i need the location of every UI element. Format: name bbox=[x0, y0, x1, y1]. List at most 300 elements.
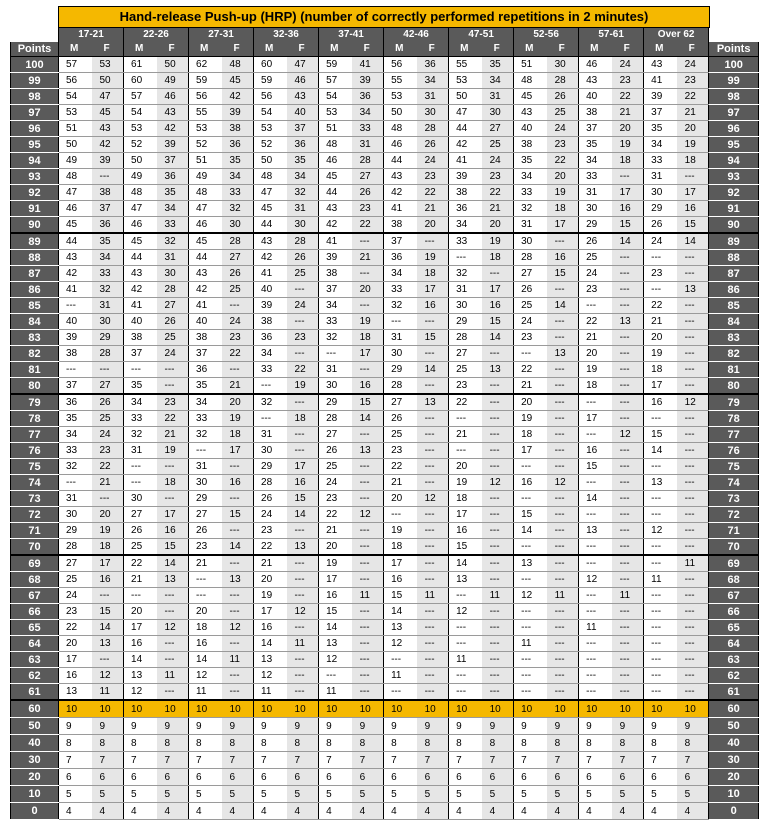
female-score-cell: --- bbox=[612, 523, 644, 539]
male-score-cell: 56 bbox=[59, 73, 92, 89]
female-score-cell: --- bbox=[612, 652, 644, 668]
male-score-cell: 6 bbox=[319, 769, 352, 786]
male-score-cell: 34 bbox=[449, 217, 482, 234]
female-score-cell: 17 bbox=[287, 459, 319, 475]
female-score-cell: 21 bbox=[482, 201, 514, 217]
table-row bbox=[11, 507, 759, 523]
table-row bbox=[11, 636, 759, 652]
points-cell-left: 83 bbox=[11, 330, 59, 346]
female-score-cell: 10 bbox=[92, 700, 124, 718]
male-score-cell: 22 bbox=[384, 459, 417, 475]
male-score-cell: 27 bbox=[449, 346, 482, 362]
male-score-cell: 36 bbox=[189, 362, 222, 378]
female-score-cell: --- bbox=[482, 620, 514, 636]
male-score-cell: 10 bbox=[449, 700, 482, 718]
female-score-cell: --- bbox=[612, 684, 644, 701]
male-score-cell: 16 bbox=[579, 443, 612, 459]
male-score-cell: 29 bbox=[579, 217, 612, 234]
female-score-cell: 10 bbox=[547, 700, 579, 718]
female-score-cell: 16 bbox=[157, 523, 189, 539]
male-score-cell: 53 bbox=[449, 73, 482, 89]
male-score-cell: 37 bbox=[59, 378, 92, 395]
male-score-cell: 23 bbox=[189, 539, 222, 556]
male-score-cell: 24 bbox=[254, 507, 287, 523]
points-cell-left: 77 bbox=[11, 427, 59, 443]
male-column-header: M bbox=[514, 42, 547, 57]
points-cell-left: 99 bbox=[11, 73, 59, 89]
male-score-cell: 12 bbox=[189, 668, 222, 684]
female-score-cell: --- bbox=[352, 572, 384, 588]
male-score-cell: 35 bbox=[189, 378, 222, 395]
female-score-cell: 26 bbox=[157, 314, 189, 330]
male-score-cell: 40 bbox=[189, 314, 222, 330]
female-score-cell: --- bbox=[222, 684, 254, 701]
female-score-cell: 5 bbox=[482, 786, 514, 803]
female-score-cell: 10 bbox=[482, 700, 514, 718]
female-score-cell: --- bbox=[222, 298, 254, 314]
points-cell-left: 81 bbox=[11, 362, 59, 378]
female-score-cell: 6 bbox=[92, 769, 124, 786]
male-score-cell: 20 bbox=[644, 330, 677, 346]
male-score-cell: 5 bbox=[59, 786, 92, 803]
male-score-cell: 16 bbox=[384, 572, 417, 588]
female-score-cell: 15 bbox=[222, 507, 254, 523]
female-score-cell: 24 bbox=[677, 57, 709, 73]
female-score-cell: 33 bbox=[92, 266, 124, 282]
female-score-cell: --- bbox=[482, 411, 514, 427]
male-score-cell: 37 bbox=[319, 282, 352, 298]
female-score-cell: 35 bbox=[482, 57, 514, 73]
female-column-header: F bbox=[352, 42, 384, 57]
female-score-cell: 11 bbox=[352, 588, 384, 604]
male-score-cell: 54 bbox=[124, 105, 157, 121]
male-score-cell: 16 bbox=[254, 620, 287, 636]
table-row bbox=[11, 298, 759, 314]
female-score-cell: 12 bbox=[222, 620, 254, 636]
male-score-cell: --- bbox=[514, 491, 547, 507]
male-score-cell: 13 bbox=[449, 572, 482, 588]
female-score-cell: --- bbox=[677, 459, 709, 475]
female-score-cell: 37 bbox=[92, 201, 124, 217]
female-score-cell: 12 bbox=[352, 507, 384, 523]
points-cell-left: 10 bbox=[11, 786, 59, 803]
points-cell-left: 74 bbox=[11, 475, 59, 491]
male-score-cell: 30 bbox=[514, 233, 547, 250]
female-score-cell: 18 bbox=[482, 250, 514, 266]
points-cell-left: 75 bbox=[11, 459, 59, 475]
male-score-cell: 31 bbox=[449, 282, 482, 298]
points-cell-right: 66 bbox=[709, 604, 759, 620]
female-score-cell: 26 bbox=[417, 137, 449, 153]
female-score-cell: 9 bbox=[417, 718, 449, 735]
male-score-cell: 21 bbox=[319, 523, 352, 539]
points-cell-left: 90 bbox=[11, 217, 59, 234]
male-score-cell: --- bbox=[384, 684, 417, 701]
table-row bbox=[11, 89, 759, 105]
male-score-cell: --- bbox=[514, 620, 547, 636]
female-score-cell: 20 bbox=[92, 507, 124, 523]
female-score-cell: --- bbox=[222, 588, 254, 604]
female-score-cell: --- bbox=[352, 475, 384, 491]
female-score-cell: --- bbox=[612, 572, 644, 588]
female-score-cell: --- bbox=[352, 539, 384, 556]
male-score-cell: 31 bbox=[124, 443, 157, 459]
male-score-cell: 52 bbox=[124, 137, 157, 153]
points-cell-left: 97 bbox=[11, 105, 59, 121]
age-group-header: 32-36 bbox=[254, 28, 319, 42]
female-score-cell: 17 bbox=[547, 217, 579, 234]
female-score-cell: --- bbox=[417, 539, 449, 556]
female-score-cell: --- bbox=[417, 555, 449, 572]
female-score-cell: --- bbox=[287, 620, 319, 636]
female-score-cell: --- bbox=[612, 362, 644, 378]
female-score-cell: 26 bbox=[92, 394, 124, 411]
male-score-cell: 5 bbox=[449, 786, 482, 803]
female-score-cell: --- bbox=[547, 604, 579, 620]
points-cell-left: 98 bbox=[11, 89, 59, 105]
male-score-cell: --- bbox=[579, 394, 612, 411]
table-row bbox=[11, 668, 759, 684]
female-score-cell: --- bbox=[287, 523, 319, 539]
male-score-cell: 46 bbox=[579, 57, 612, 73]
female-score-cell: 9 bbox=[222, 718, 254, 735]
points-cell-right: 75 bbox=[709, 459, 759, 475]
points-cell-left: 71 bbox=[11, 523, 59, 539]
male-score-cell: 39 bbox=[254, 298, 287, 314]
male-score-cell: 49 bbox=[59, 153, 92, 169]
table-row bbox=[11, 153, 759, 169]
male-score-cell: 53 bbox=[384, 89, 417, 105]
points-cell-right: 86 bbox=[709, 282, 759, 298]
male-score-cell: 45 bbox=[514, 89, 547, 105]
female-score-cell: --- bbox=[547, 459, 579, 475]
female-column-header: F bbox=[417, 42, 449, 57]
male-score-cell: 30 bbox=[449, 298, 482, 314]
male-score-cell: 6 bbox=[514, 769, 547, 786]
female-score-cell: 48 bbox=[222, 57, 254, 73]
points-cell-left: 64 bbox=[11, 636, 59, 652]
male-score-cell: 41 bbox=[189, 298, 222, 314]
male-score-cell: 17 bbox=[124, 620, 157, 636]
female-score-cell: --- bbox=[677, 427, 709, 443]
male-score-cell: 13 bbox=[514, 555, 547, 572]
female-score-cell: 34 bbox=[157, 201, 189, 217]
female-score-cell: --- bbox=[417, 314, 449, 330]
points-cell-left: 86 bbox=[11, 282, 59, 298]
male-column-header: M bbox=[319, 42, 352, 57]
female-score-cell: 11 bbox=[612, 588, 644, 604]
female-score-cell: 24 bbox=[92, 427, 124, 443]
table-row bbox=[11, 752, 759, 769]
male-score-cell: 5 bbox=[384, 786, 417, 803]
female-score-cell: 38 bbox=[222, 121, 254, 137]
table-row bbox=[11, 459, 759, 475]
female-score-cell: --- bbox=[612, 636, 644, 652]
female-score-cell: --- bbox=[612, 282, 644, 298]
points-cell-right: 76 bbox=[709, 443, 759, 459]
male-score-cell: 12 bbox=[514, 588, 547, 604]
male-score-cell: 18 bbox=[514, 427, 547, 443]
points-cell-left: 95 bbox=[11, 137, 59, 153]
female-score-cell: 19 bbox=[92, 523, 124, 539]
female-score-cell: --- bbox=[417, 684, 449, 701]
points-cell-right: 50 bbox=[709, 718, 759, 735]
female-score-cell: 28 bbox=[417, 121, 449, 137]
age-group-header: 22-26 bbox=[124, 28, 189, 42]
female-score-cell: --- bbox=[612, 459, 644, 475]
male-score-cell: 6 bbox=[59, 769, 92, 786]
female-score-cell: 12 bbox=[92, 668, 124, 684]
points-cell-right: 90 bbox=[709, 217, 759, 234]
male-score-cell: 17 bbox=[319, 572, 352, 588]
female-score-cell: 13 bbox=[547, 346, 579, 362]
male-score-cell: 24 bbox=[319, 475, 352, 491]
male-score-cell: 16 bbox=[514, 475, 547, 491]
male-score-cell: 44 bbox=[449, 121, 482, 137]
male-score-cell: --- bbox=[514, 346, 547, 362]
female-score-cell: 10 bbox=[222, 700, 254, 718]
female-score-cell: 43 bbox=[157, 105, 189, 121]
table-row bbox=[11, 786, 759, 803]
female-score-cell: --- bbox=[222, 491, 254, 507]
male-score-cell: 32 bbox=[124, 427, 157, 443]
male-score-cell: 10 bbox=[579, 700, 612, 718]
male-score-cell: 48 bbox=[384, 121, 417, 137]
male-score-cell: 45 bbox=[189, 233, 222, 250]
male-score-cell: 14 bbox=[579, 491, 612, 507]
male-score-cell: 27 bbox=[189, 507, 222, 523]
female-score-cell: 21 bbox=[612, 105, 644, 121]
male-score-cell: 12 bbox=[319, 652, 352, 668]
male-score-cell: 4 bbox=[254, 803, 287, 820]
male-score-cell: 34 bbox=[189, 394, 222, 411]
female-score-cell: --- bbox=[677, 523, 709, 539]
female-score-cell: 28 bbox=[547, 73, 579, 89]
female-score-cell: --- bbox=[482, 604, 514, 620]
male-score-cell: 18 bbox=[644, 362, 677, 378]
male-score-cell: 6 bbox=[384, 769, 417, 786]
male-score-cell: 8 bbox=[449, 735, 482, 752]
male-score-cell: 9 bbox=[254, 718, 287, 735]
male-score-cell: 31 bbox=[59, 491, 92, 507]
female-score-cell: --- bbox=[547, 378, 579, 395]
female-score-cell: --- bbox=[547, 330, 579, 346]
female-score-cell: 14 bbox=[157, 555, 189, 572]
female-score-cell: 29 bbox=[92, 330, 124, 346]
corner-cell bbox=[11, 28, 59, 42]
female-score-cell: 21 bbox=[222, 378, 254, 395]
table-row bbox=[11, 718, 759, 735]
female-score-cell: 33 bbox=[352, 121, 384, 137]
female-score-cell: --- bbox=[482, 507, 514, 523]
points-cell-right: 40 bbox=[709, 735, 759, 752]
male-score-cell: 32 bbox=[189, 427, 222, 443]
female-score-cell: 7 bbox=[92, 752, 124, 769]
male-score-cell: 45 bbox=[319, 169, 352, 185]
female-score-cell: 25 bbox=[547, 105, 579, 121]
female-score-cell: --- bbox=[612, 169, 644, 185]
male-score-cell: 42 bbox=[319, 217, 352, 234]
male-score-cell: 9 bbox=[189, 718, 222, 735]
male-score-cell: 31 bbox=[579, 185, 612, 201]
female-score-cell: 4 bbox=[417, 803, 449, 820]
female-score-cell: --- bbox=[677, 362, 709, 378]
female-score-cell: --- bbox=[352, 668, 384, 684]
male-score-cell: 21 bbox=[189, 555, 222, 572]
male-score-cell: 44 bbox=[124, 250, 157, 266]
male-score-cell: 17 bbox=[384, 555, 417, 572]
female-score-cell: 14 bbox=[92, 620, 124, 636]
male-score-cell: 30 bbox=[189, 475, 222, 491]
points-cell-left: 61 bbox=[11, 684, 59, 701]
male-score-cell: --- bbox=[579, 652, 612, 668]
male-score-cell: --- bbox=[644, 282, 677, 298]
points-cell-right: 20 bbox=[709, 769, 759, 786]
male-score-cell: 14 bbox=[254, 636, 287, 652]
male-score-cell: 41 bbox=[124, 298, 157, 314]
female-score-cell: 11 bbox=[92, 684, 124, 701]
female-score-cell: 14 bbox=[677, 233, 709, 250]
male-score-cell: 28 bbox=[319, 411, 352, 427]
female-score-cell: 15 bbox=[287, 491, 319, 507]
male-score-cell: 20 bbox=[254, 572, 287, 588]
male-score-cell: 8 bbox=[189, 735, 222, 752]
male-score-cell: 27 bbox=[319, 427, 352, 443]
female-score-cell: --- bbox=[482, 266, 514, 282]
female-score-cell: 26 bbox=[352, 185, 384, 201]
male-score-cell: 9 bbox=[384, 718, 417, 735]
female-score-cell: 22 bbox=[222, 346, 254, 362]
table-title: Hand-release Push-up (HRP) (number of correctly performed repetitions in 2 minutes) bbox=[58, 6, 710, 28]
female-score-cell: 43 bbox=[287, 89, 319, 105]
male-score-cell: 45 bbox=[124, 233, 157, 250]
female-score-cell: 34 bbox=[352, 105, 384, 121]
female-score-cell: 47 bbox=[287, 57, 319, 73]
female-score-cell: 27 bbox=[157, 298, 189, 314]
male-score-cell: 7 bbox=[319, 752, 352, 769]
female-score-cell: 18 bbox=[677, 153, 709, 169]
male-score-cell: 55 bbox=[384, 73, 417, 89]
table-row bbox=[11, 700, 759, 718]
male-score-cell: 23 bbox=[579, 282, 612, 298]
points-cell-left: 73 bbox=[11, 491, 59, 507]
male-score-cell: 33 bbox=[644, 153, 677, 169]
male-score-cell: 50 bbox=[59, 137, 92, 153]
female-score-cell: 38 bbox=[92, 185, 124, 201]
female-score-cell: 19 bbox=[352, 314, 384, 330]
points-cell-left: 100 bbox=[11, 57, 59, 73]
points-cell-right: 78 bbox=[709, 411, 759, 427]
female-score-cell: 12 bbox=[157, 620, 189, 636]
male-score-cell: 32 bbox=[319, 330, 352, 346]
male-score-cell: 28 bbox=[59, 539, 92, 556]
female-score-cell: 12 bbox=[287, 604, 319, 620]
female-score-cell: 22 bbox=[92, 459, 124, 475]
points-cell-right: 84 bbox=[709, 314, 759, 330]
female-score-cell: 19 bbox=[612, 137, 644, 153]
female-score-cell: 31 bbox=[482, 89, 514, 105]
table-row bbox=[11, 588, 759, 604]
male-score-cell: 32 bbox=[449, 266, 482, 282]
female-score-cell: 6 bbox=[482, 769, 514, 786]
female-score-cell: 47 bbox=[92, 89, 124, 105]
female-score-cell: --- bbox=[612, 250, 644, 266]
female-score-cell: 6 bbox=[677, 769, 709, 786]
male-score-cell: 4 bbox=[124, 803, 157, 820]
female-score-cell: --- bbox=[417, 443, 449, 459]
female-score-cell: --- bbox=[157, 588, 189, 604]
points-cell-left: 30 bbox=[11, 752, 59, 769]
female-score-cell: 24 bbox=[612, 57, 644, 73]
male-score-cell: 7 bbox=[384, 752, 417, 769]
female-score-cell: 10 bbox=[352, 700, 384, 718]
female-score-cell: --- bbox=[547, 684, 579, 701]
female-score-cell: 27 bbox=[92, 378, 124, 395]
female-score-cell: 20 bbox=[482, 217, 514, 234]
female-score-cell: 10 bbox=[612, 700, 644, 718]
female-score-cell: --- bbox=[222, 555, 254, 572]
male-score-cell: 16 bbox=[449, 523, 482, 539]
male-score-cell: --- bbox=[189, 443, 222, 459]
female-score-cell: --- bbox=[157, 684, 189, 701]
male-score-cell: 43 bbox=[124, 266, 157, 282]
female-score-cell: --- bbox=[157, 491, 189, 507]
female-score-cell: 41 bbox=[352, 57, 384, 73]
male-score-cell: 35 bbox=[59, 411, 92, 427]
table-row bbox=[11, 233, 759, 250]
female-score-cell: 30 bbox=[222, 217, 254, 234]
male-score-cell: 59 bbox=[189, 73, 222, 89]
female-score-cell: 24 bbox=[157, 346, 189, 362]
female-score-cell: 14 bbox=[352, 411, 384, 427]
female-score-cell: --- bbox=[677, 266, 709, 282]
female-score-cell: --- bbox=[677, 539, 709, 556]
female-score-cell: 12 bbox=[417, 491, 449, 507]
male-score-cell: 33 bbox=[579, 169, 612, 185]
male-score-cell: 22 bbox=[644, 298, 677, 314]
female-score-cell: 53 bbox=[92, 57, 124, 73]
female-score-cell: 35 bbox=[287, 153, 319, 169]
female-score-cell: 16 bbox=[92, 572, 124, 588]
male-score-cell: 4 bbox=[384, 803, 417, 820]
female-score-cell: --- bbox=[482, 523, 514, 539]
female-score-cell: 30 bbox=[287, 217, 319, 234]
male-score-cell: --- bbox=[644, 555, 677, 572]
male-score-cell: 34 bbox=[579, 153, 612, 169]
female-score-cell: --- bbox=[547, 362, 579, 378]
male-score-cell: 20 bbox=[189, 604, 222, 620]
female-score-cell: 16 bbox=[417, 298, 449, 314]
male-score-cell: 15 bbox=[319, 604, 352, 620]
female-score-cell: --- bbox=[612, 507, 644, 523]
male-score-cell: 31 bbox=[644, 169, 677, 185]
female-score-cell: 9 bbox=[677, 718, 709, 735]
male-score-cell: 26 bbox=[514, 282, 547, 298]
female-score-cell: --- bbox=[677, 652, 709, 668]
female-score-cell: --- bbox=[677, 411, 709, 427]
male-score-cell: 53 bbox=[189, 121, 222, 137]
female-score-cell: --- bbox=[612, 491, 644, 507]
female-score-cell: 22 bbox=[677, 89, 709, 105]
female-score-cell: 13 bbox=[92, 636, 124, 652]
female-score-cell: 42 bbox=[222, 89, 254, 105]
male-score-cell: --- bbox=[579, 475, 612, 491]
female-score-cell: 5 bbox=[92, 786, 124, 803]
female-score-cell: 4 bbox=[352, 803, 384, 820]
male-score-cell: 53 bbox=[319, 105, 352, 121]
table-row bbox=[11, 105, 759, 121]
points-cell-left: 84 bbox=[11, 314, 59, 330]
